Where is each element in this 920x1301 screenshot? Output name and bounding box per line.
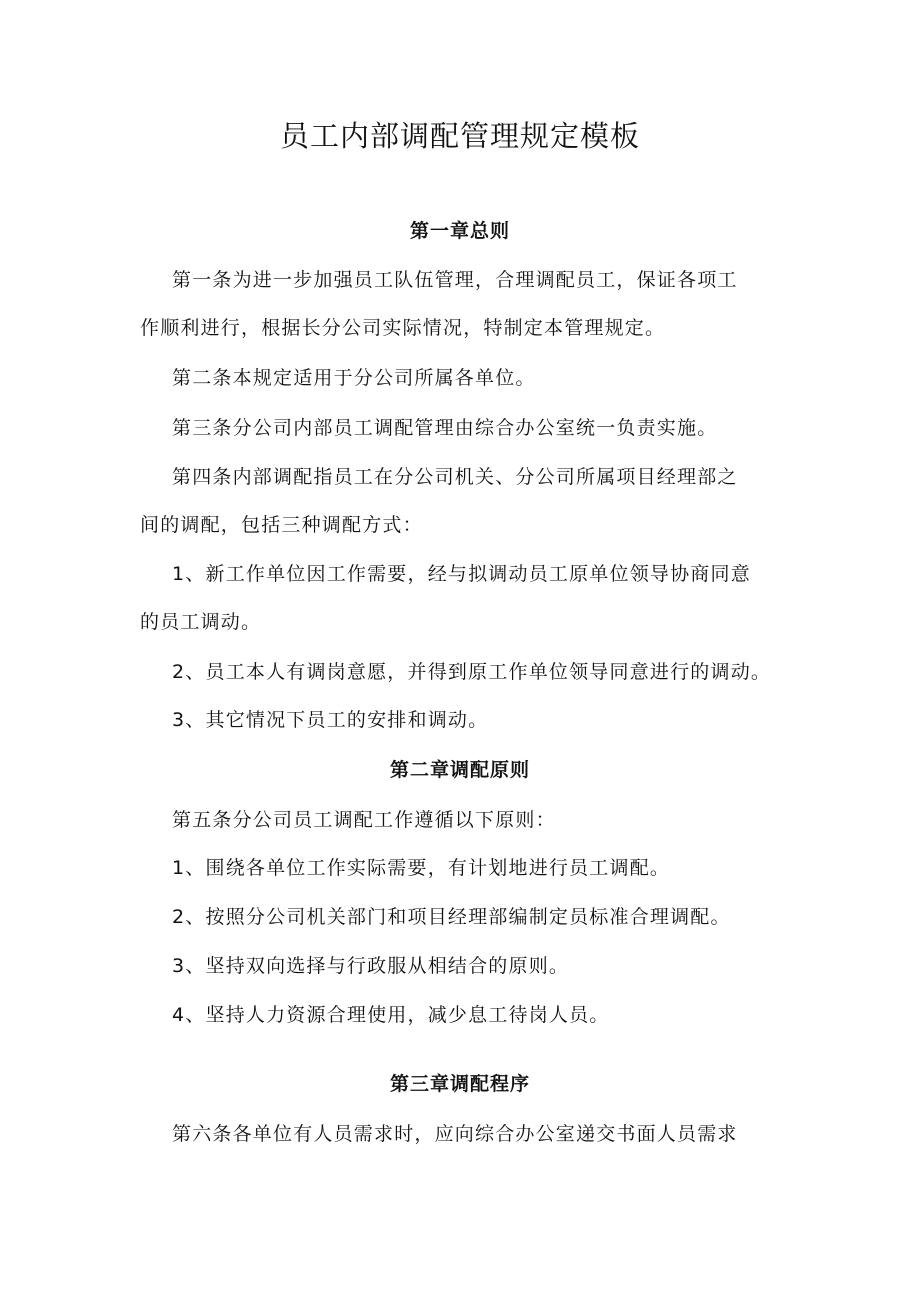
- chapter-2-item-1: 1、围绕各单位工作实际需要，有计划地进行员工调配。: [172, 857, 671, 879]
- chapter-3-heading: 第三章调配程序: [389, 1073, 530, 1095]
- article-5: 第五条分公司员工调配工作遵循以下原则：: [172, 809, 556, 831]
- article-4-line-2: 间的调配，包括三种调配方式：: [140, 514, 423, 536]
- document-title: 员工内部调配管理规定模板: [279, 119, 640, 153]
- chapter-1-heading: 第一章总则: [409, 220, 510, 242]
- article-4-line-1: 第四条内部调配指员工在分公司机关、分公司所属项目经理部之: [172, 466, 738, 488]
- article-1-line-2: 作顺利进行，根据长分公司实际情况，特制定本管理规定。: [140, 317, 666, 339]
- chapter-1-item-1-line-2: 的员工调动。: [140, 611, 262, 633]
- article-1-line-1: 第一条为进一步加强员工队伍管理，合理调配员工，保证各项工: [172, 269, 738, 291]
- chapter-2-item-3: 3、坚持双向选择与行政服从相结合的原则。: [172, 955, 570, 977]
- chapter-2-item-4: 4、坚持人力资源合理使用，减少息工待岗人员。: [172, 1004, 610, 1026]
- chapter-1-item-3: 3、其它情况下员工的安排和调动。: [172, 709, 489, 731]
- chapter-2-heading: 第二章调配原则: [389, 759, 530, 781]
- chapter-2-item-2: 2、按照分公司机关部门和项目经理部编制定员标准合理调配。: [172, 906, 731, 928]
- article-6-line-1: 第六条各单位有人员需求时，应向综合办公室递交书面人员需求: [172, 1123, 738, 1145]
- article-2: 第二条本规定适用于分公司所属各单位。: [172, 367, 536, 389]
- chapter-1-item-1-line-1: 1、新工作单位因工作需要，经与拟调动员工原单位领导协商同意: [172, 563, 751, 585]
- chapter-1-item-2: 2、员工本人有调岗意愿，并得到原工作单位领导同意进行的调动。: [172, 661, 772, 683]
- article-3: 第三条分公司内部员工调配管理由综合办公室统一负责实施。: [172, 417, 718, 439]
